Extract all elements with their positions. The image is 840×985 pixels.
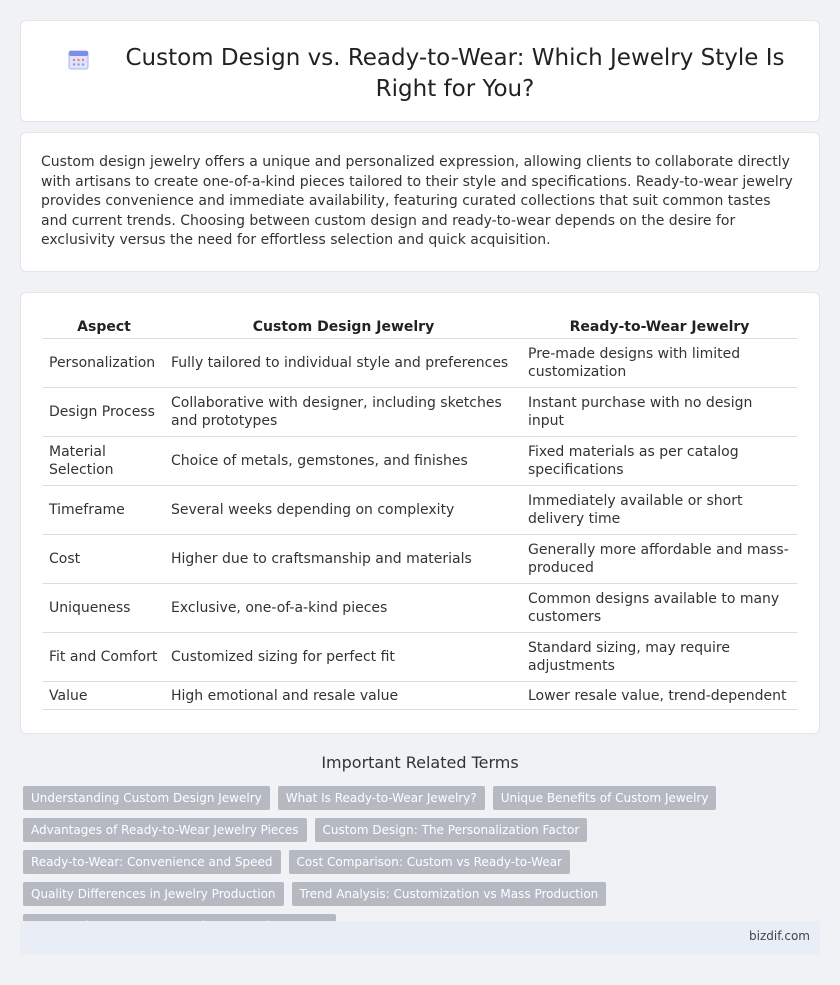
- cell-aspect: Cost: [43, 535, 165, 584]
- cell-aspect: Value: [43, 682, 165, 710]
- cell-custom: Choice of metals, gemstones, and finishes: [165, 437, 522, 486]
- table-row: [43, 584, 797, 633]
- header-card: [20, 20, 820, 122]
- cell-ready: Immediately available or short delivery time: [522, 486, 797, 535]
- related-term-link[interactable]: Advantages of Ready-to-Wear Jewelry Pieces: [23, 818, 307, 842]
- cell-aspect: Material Selection: [43, 437, 165, 486]
- cell-ready: Instant purchase with no design input: [522, 388, 797, 437]
- cell-custom: Higher due to craftsmanship and materials: [165, 535, 522, 584]
- cell-custom: Exclusive, one-of-a-kind pieces: [165, 584, 522, 633]
- cell-aspect: Design Process: [43, 388, 165, 437]
- related-term-link[interactable]: Trend Analysis: Customization vs Mass Production: [292, 882, 607, 906]
- document-icon: [67, 48, 90, 71]
- related-term-link[interactable]: Quality Differences in Jewelry Production: [23, 882, 284, 906]
- footer-site-link[interactable]: bizdif.com: [749, 929, 810, 943]
- cell-aspect: Timeframe: [43, 486, 165, 535]
- cell-aspect: Uniqueness: [43, 584, 165, 633]
- page-title: Custom Design vs. Ready-to-Wear: Which Jewelry Style Is Right for You?: [125, 45, 785, 102]
- cell-ready: Fixed materials as per catalog specifications: [522, 437, 797, 486]
- related-term-link[interactable]: Unique Benefits of Custom Jewelry: [493, 786, 717, 810]
- header-ready: Ready-to-Wear Jewelry: [522, 317, 797, 339]
- related-term-link[interactable]: Ready-to-Wear: Convenience and Speed: [23, 850, 281, 874]
- cell-ready: Pre-made designs with limited customization: [522, 339, 797, 388]
- cell-ready: Generally more affordable and mass-produced: [522, 535, 797, 584]
- footer: [20, 921, 820, 954]
- header-aspect: Aspect: [43, 317, 165, 339]
- intro-card: [20, 132, 820, 272]
- related-terms-title: Important Related Terms: [321, 753, 519, 772]
- cell-aspect: Fit and Comfort: [43, 633, 165, 682]
- cell-ready: Common designs available to many customers: [522, 584, 797, 633]
- table-row: [43, 388, 797, 437]
- cell-custom: High emotional and resale value: [165, 682, 522, 710]
- intro-paragraph: Custom design jewelry offers a unique and personalized expression, allowing clients to collaborate directly with artisans to create one-of-a-kind pieces tailored to their style and specifications. Ready-to-wear jewelry provides convenience and immediate availability, featuring curated collections that suit common tastes and current trends. Choosing between custom design and ready-to-wear depends on the desire for exclusivity versus the need for effortless selection and quick acquisition.: [41, 154, 793, 249]
- header-custom: Custom Design Jewelry: [165, 317, 522, 339]
- cell-custom: Fully tailored to individual style and preferences: [165, 339, 522, 388]
- table-row: [43, 339, 797, 388]
- related-term-link[interactable]: Custom Design: The Personalization Factor: [315, 818, 588, 842]
- related-term-link[interactable]: Cost Comparison: Custom vs Ready-to-Wear: [289, 850, 570, 874]
- table-header-row: [43, 317, 797, 339]
- cell-custom: Customized sizing for perfect fit: [165, 633, 522, 682]
- table-row: [43, 682, 797, 710]
- related-terms-list: [23, 786, 823, 938]
- related-term-link[interactable]: Understanding Custom Design Jewelry: [23, 786, 270, 810]
- cell-aspect: Personalization: [43, 339, 165, 388]
- comparison-table: [43, 317, 797, 710]
- table-row: [43, 633, 797, 682]
- table-row: [43, 535, 797, 584]
- cell-ready: Lower resale value, trend-dependent: [522, 682, 797, 710]
- table-row: [43, 437, 797, 486]
- table-row: [43, 486, 797, 535]
- cell-ready: Standard sizing, may require adjustments: [522, 633, 797, 682]
- related-term-link[interactable]: What Is Ready-to-Wear Jewelry?: [278, 786, 485, 810]
- comparison-card: [20, 292, 820, 734]
- cell-custom: Collaborative with designer, including sketches and prototypes: [165, 388, 522, 437]
- cell-custom: Several weeks depending on complexity: [165, 486, 522, 535]
